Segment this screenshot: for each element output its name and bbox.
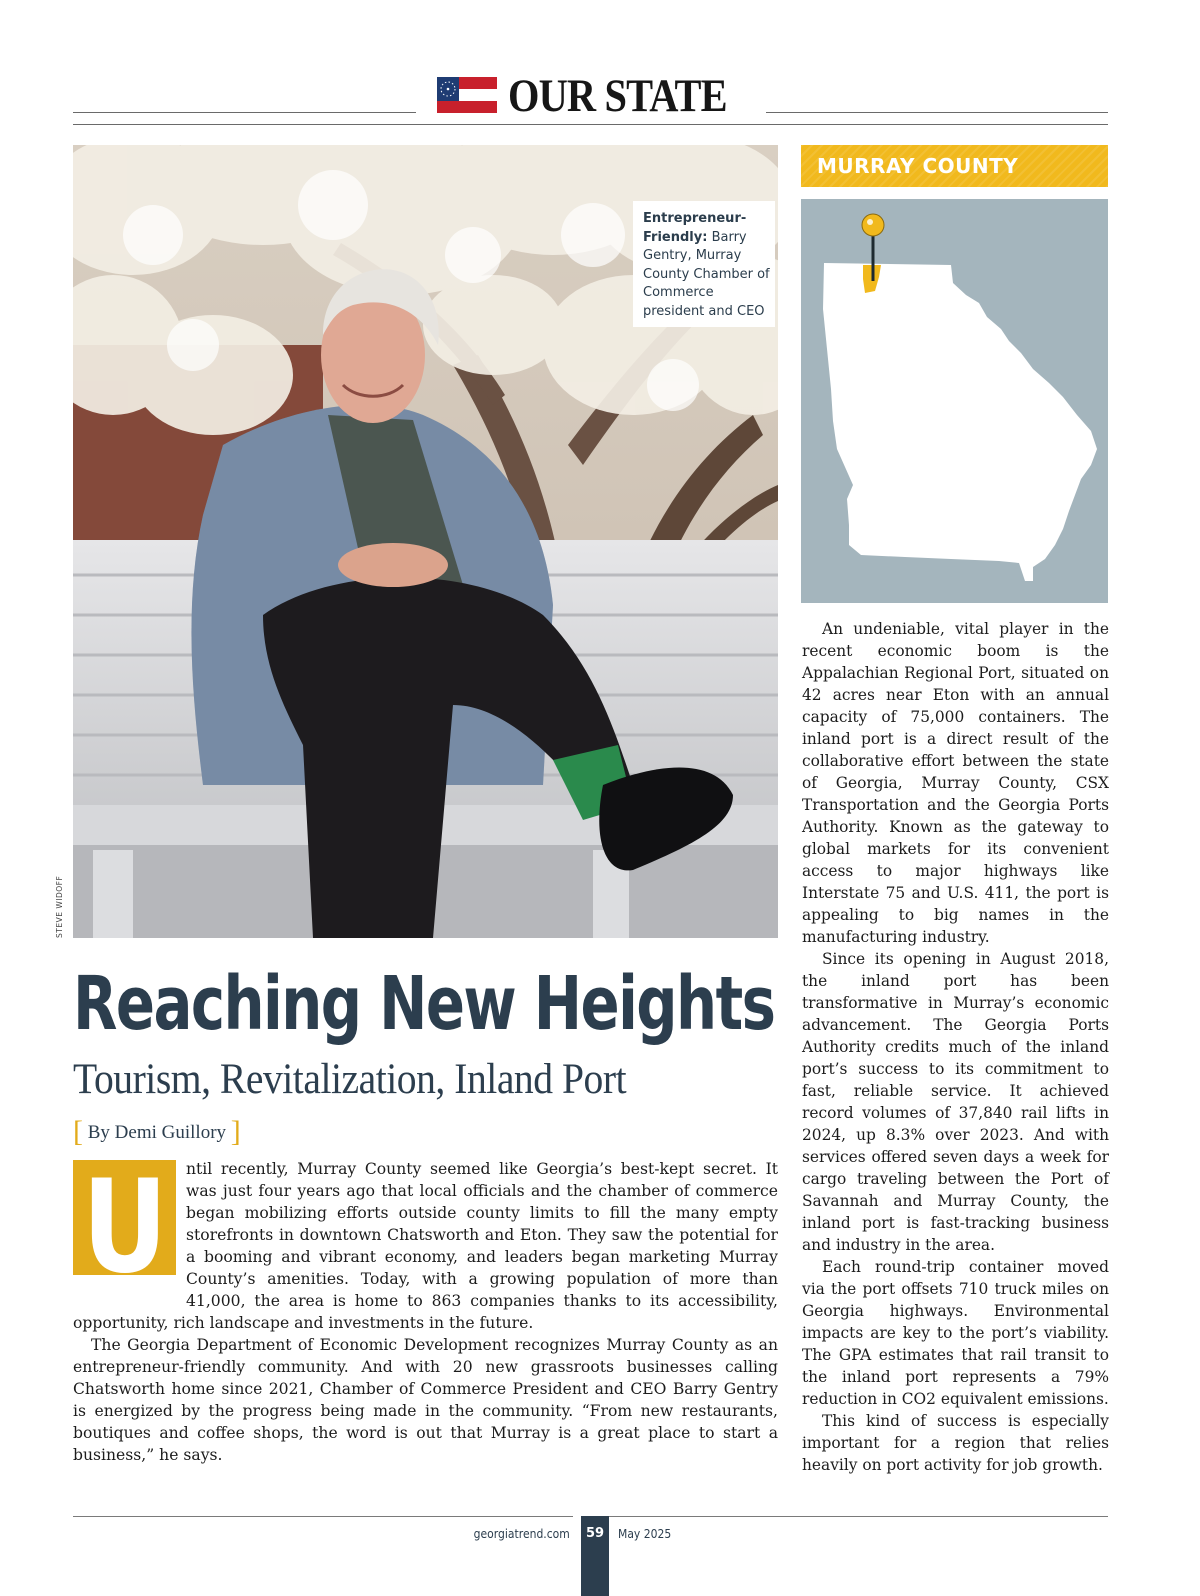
drop-cap [73, 1153, 176, 1302]
caption-lead: Entrepreneur-Friendly: [643, 211, 747, 245]
byline-text: By Demi Guillory [87, 1122, 227, 1143]
bracket-right-icon: ] [230, 1115, 241, 1148]
paragraph-2: The Georgia Department of Economic Development recognizes Murray County as an entrepreneur-friendly community. And with 20 new grassroots businesses calling Chatsworth home since 2021, Chamber of Commerce President and CEO Barry Gentry is energized by the progress being made in the community. “From new restaurants, boutiques and coffee shops, the word is out that Murray is a great place to start a business,” he says. [73, 1336, 778, 1464]
article-body-main [73, 1153, 778, 1466]
byline [73, 1117, 241, 1148]
side-paragraph-1: An undeniable, vital player in the recent economic boom is the Appalachian Regional Port, situated on 42 acres near Eton with an annual capacity of 75,000 containers. The inland port is a direct result of the collaborative effort between the state of Georgia, Murray County, CSX Transportation and the Georgia Ports Authority. Known as the gateway to global markets for its convenient access to major highways like Interstate 75 and U.S. 411, the port is appealing to big names in the manufacturing industry. [802, 620, 1109, 946]
photo-credit: STEVE WIDOFF [55, 875, 64, 938]
header-rule-bottom [73, 124, 1108, 125]
caption-text: Barry Gentry, Murray County Chamber of Commerce president and CEO [643, 229, 770, 319]
article-headline: Reaching New Heights [73, 961, 775, 1047]
footer-date: May 2025 [618, 1527, 672, 1541]
header-rule-left [73, 112, 416, 113]
footer-site: georgiatrend.com [473, 1527, 570, 1541]
photo-caption [633, 201, 775, 327]
side-paragraph-3: Each round-trip container moved via the port offsets 710 truck miles on Georgia highways. Environmental impacts are key to the port’s viability. The GPA estimates that rail transit to the inland port represents a 79% reduction in CO2 equivalent emissions. [802, 1258, 1109, 1408]
header-rule-right [766, 112, 1108, 113]
footer-rule-left [73, 1516, 573, 1517]
side-paragraph-4: This kind of success is especially important for a region that relies heavily on port activity for job growth. [802, 1412, 1109, 1474]
article-subhead: Tourism, Revitalization, Inland Port [73, 1056, 627, 1103]
georgia-map-icon [801, 199, 1108, 603]
page-number: 59 [581, 1516, 609, 1596]
bracket-left-icon: [ [73, 1115, 83, 1148]
georgia-map [801, 199, 1108, 603]
article-body-side [802, 618, 1109, 1476]
drop-cap-letter: U [82, 1153, 168, 1302]
paragraph-1: ntil recently, Murray County seemed like Georgia’s best-kept secret. It was just four years ago that local officials and the chamber of commerce began mobilizing efforts outside county limits to fill the many empty storefronts in downtown Chatsworth and Eton. They saw the potential for a booming and vibrant economy, and leaders began marketing Murray County’s amenities. Today, with a growing population of more than 41,000, the area is home to 863 companies thanks to its accessibility, opportunity, rich landscape and investments in the future. [73, 1160, 778, 1332]
side-paragraph-2: Since its opening in August 2018, the inland port has been transformative in Murray’s economic advancement. The Georgia Ports Authority credits much of the inland port’s success to its commitment to fast, reliable service. It achieved record volumes of 37,840 rail lifts in 2024, up 8.3% over 2023. And with services offered seven days a week for cargo traveling between the Port of Savannah and Murray County, the inland port is fast-tracking business and industry in the area. [802, 950, 1109, 1254]
section-title: OUR STATE [508, 70, 727, 122]
county-label: MURRAY COUNTY [817, 154, 1019, 178]
georgia-flag-icon [437, 77, 497, 113]
county-banner [801, 145, 1108, 187]
footer-rule-right [607, 1516, 1108, 1517]
